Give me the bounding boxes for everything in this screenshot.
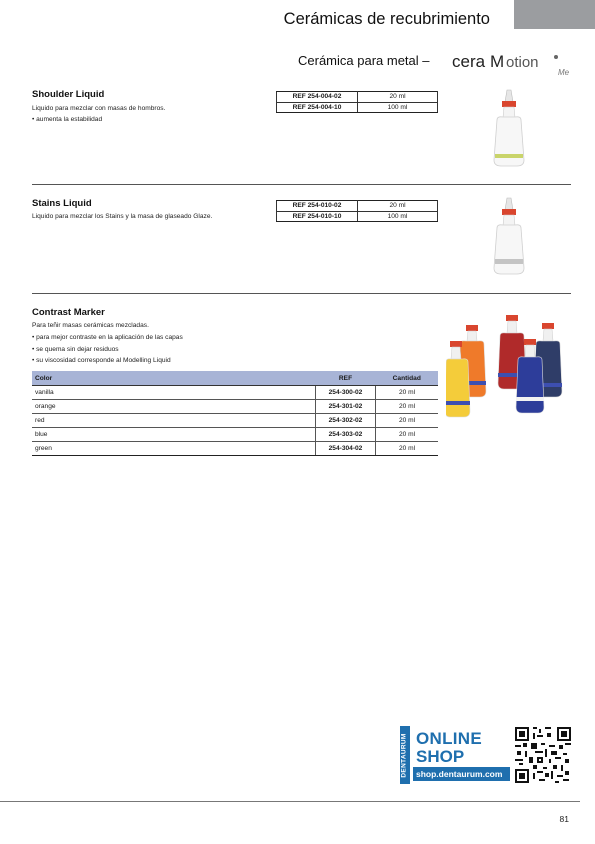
page-number: 81: [559, 814, 569, 824]
shoulder-liquid-desc: Liquido para mezclar con masas de hombros.: [32, 105, 166, 112]
contrast-marker-desc: Para teñir masas cerámicas mezcladas.: [32, 322, 149, 329]
ref-code: REF 254-010-10: [277, 211, 358, 222]
shop-brand: DENTAURUM: [400, 733, 408, 778]
svg-text:M: M: [490, 52, 505, 71]
contrast-marker-bottles-image: [446, 311, 574, 423]
shoulder-liquid-bullet: • aumenta la estabilidad: [32, 116, 103, 123]
table-row: [32, 442, 438, 456]
cell-qty: 20 ml: [376, 428, 439, 442]
ceramotion-logo: [452, 48, 572, 78]
table-row: [32, 400, 438, 414]
page-title: Cerámicas de recubrimiento: [283, 10, 490, 28]
contrast-marker-title: Contrast Marker: [32, 307, 105, 318]
qr-code-icon[interactable]: [515, 727, 571, 783]
cell-color: blue: [32, 428, 316, 442]
shoulder-liquid-title: Shoulder Liquid: [32, 89, 105, 100]
cell-color: red: [32, 414, 316, 428]
ref-code: REF 254-004-10: [277, 102, 358, 113]
contrast-marker-table: [32, 371, 438, 456]
ref-code: REF 254-004-02: [277, 92, 358, 103]
section-divider: [32, 184, 571, 185]
footer-divider: [0, 801, 580, 802]
cell-qty: 20 ml: [376, 442, 439, 456]
contrast-marker-bullet: • su viscosidad corresponde al Modelling Liquid: [32, 357, 171, 364]
cell-ref: 254-300-02: [316, 386, 376, 400]
ref-volume: 100 ml: [358, 102, 438, 113]
cell-ref: 254-301-02: [316, 400, 376, 414]
svg-text:Me: Me: [558, 68, 570, 77]
table-row: [32, 428, 438, 442]
stains-liquid-desc: Liquido para mezclar los Stains y la masa de glaseado Glaze.: [32, 213, 213, 220]
cell-color: vanilla: [32, 386, 316, 400]
stains-ref-table: [276, 200, 438, 222]
cell-qty: 20 ml: [376, 414, 439, 428]
section-divider: [32, 293, 571, 294]
svg-text:cera: cera: [452, 52, 486, 71]
svg-text:otion: otion: [506, 54, 539, 71]
col-header-ref: REF: [316, 371, 376, 386]
cell-color: orange: [32, 400, 316, 414]
ref-code: REF 254-010-02: [277, 201, 358, 212]
table-row: [32, 386, 438, 400]
contrast-marker-bullet: • se quema sin dejar residuos: [32, 346, 119, 353]
shop-title-line1[interactable]: ONLINE: [416, 729, 483, 748]
contrast-marker-bullet: • para mejor contraste en la aplicación de las capas: [32, 334, 183, 341]
cell-ref: 254-302-02: [316, 414, 376, 428]
ref-volume: 100 ml: [358, 211, 438, 222]
stains-liquid-title: Stains Liquid: [32, 198, 92, 209]
cell-color: green: [32, 442, 316, 456]
cell-qty: 20 ml: [376, 400, 439, 414]
shoulder-ref-table: [276, 91, 438, 113]
header-tab: [514, 0, 595, 29]
table-header-row: [32, 371, 438, 386]
ref-volume: 20 ml: [358, 92, 438, 103]
cell-ref: 254-304-02: [316, 442, 376, 456]
table-row: [32, 414, 438, 428]
ref-volume: 20 ml: [358, 201, 438, 212]
page-subtitle: Cerámica para metal –: [298, 53, 430, 68]
cell-ref: 254-303-02: [316, 428, 376, 442]
cell-qty: 20 ml: [376, 386, 439, 400]
col-header-color: Color: [32, 371, 316, 386]
shoulder-liquid-bottle-image: [478, 88, 538, 170]
col-header-qty: Cantidad: [376, 371, 439, 386]
shop-url-link[interactable]: shop.dentaurum.com: [416, 769, 503, 779]
shop-title-line2[interactable]: SHOP: [416, 747, 465, 766]
stains-liquid-bottle-image: [478, 196, 538, 278]
